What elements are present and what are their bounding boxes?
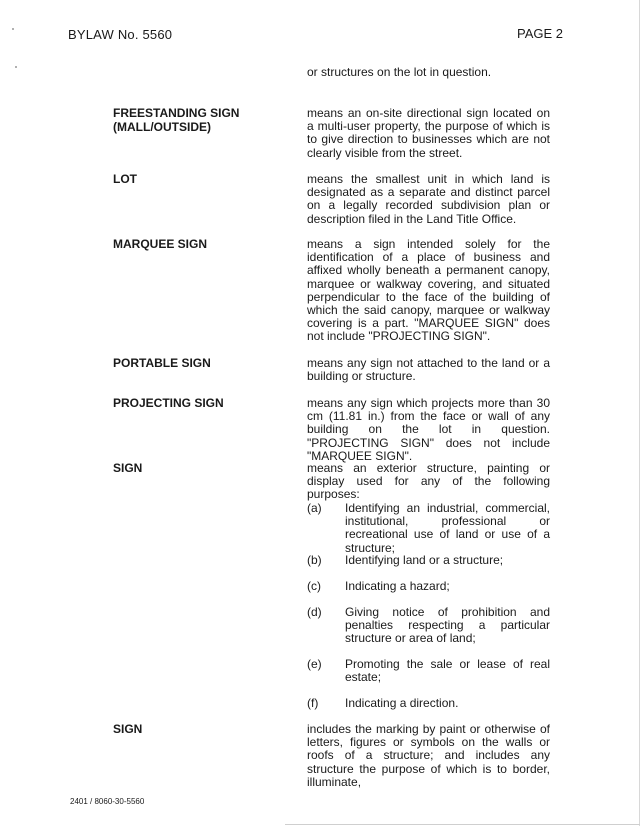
definition-sign-2: includes the marking by paint or otherwise of letters, figures or symbols on the walls or roofs of a structure; and includes any structure the purpose of which is to border, illuminate,	[307, 722, 550, 789]
list-item-letter: (e)	[307, 657, 322, 671]
term-sign: SIGN	[113, 461, 143, 475]
definition-sign: means an exterior structure, painting or display used for any of the following purposes:	[307, 461, 550, 502]
continuation-text: or structures on the lot in question.	[307, 65, 492, 79]
page-number: PAGE 2	[516, 26, 563, 41]
term-marquee-sign: MARQUEE SIGN	[113, 237, 208, 251]
term-projecting-sign: PROJECTING SIGN	[113, 396, 224, 410]
list-item-text: Indicating a hazard;	[345, 579, 450, 593]
page-bottom-edge	[285, 824, 640, 825]
bylaw-number: BYLAW No. 5560	[68, 27, 173, 42]
list-item-letter: (f)	[307, 696, 319, 710]
definition-marquee-sign: means a sign intended solely for the identification of a place of business and affixed wholly beneath a permanent canopy, marquee or walkway covering, and situated perpendicular to the face of the building of which the said canopy, marquee or walkway covering is a part. "MARQUEE SIGN" does not include "PROJECTING SIGN".	[307, 237, 550, 344]
list-item-text: Identifying land or a structure;	[345, 553, 504, 567]
term-portable-sign: PORTABLE SIGN	[113, 356, 211, 370]
definition-portable-sign: means any sign not attached to the land or a building or structure.	[307, 356, 550, 384]
definition-freestanding-sign: means an on-site directional sign located on a multi-user property, the purpose of which is to give direction to businesses which are not clearly visible from the street.	[307, 106, 550, 160]
definition-lot: means the smallest unit in which land is designated as a separate and distinct parcel on a legally recorded subdivision plan or description filed in the Land Title Office.	[307, 172, 550, 226]
list-item-letter: (a)	[307, 501, 322, 515]
scan-speck	[15, 66, 17, 68]
term-sign-2: SIGN	[113, 722, 143, 736]
footer-file-number: 2401 / 8060-30-5560	[70, 797, 145, 806]
list-item-letter: (d)	[307, 605, 322, 619]
list-item-text: Indicating a direction.	[345, 696, 459, 710]
list-item-text: Identifying an industrial, commercial, institutional, professional or recreational use of land or use of a structure;	[345, 501, 550, 555]
scan-speck	[12, 28, 14, 30]
list-item-letter: (b)	[307, 553, 322, 567]
list-item-letter: (c)	[307, 579, 321, 593]
term-lot: LOT	[113, 172, 137, 186]
list-item-text: Promoting the sale or lease of real estate;	[345, 657, 550, 685]
term-freestanding-sign: FREESTANDING SIGN (MALL/OUTSIDE)	[113, 106, 240, 134]
list-item-text: Giving notice of prohibition and penalties respecting a particular structure or area of land;	[345, 605, 550, 646]
definition-projecting-sign: means any sign which projects more than 30 cm (11.81 in.) from the face or wall of any building on the lot in question. "PROJECTING SIGN" does not include "MARQUEE SIGN".	[307, 396, 550, 463]
